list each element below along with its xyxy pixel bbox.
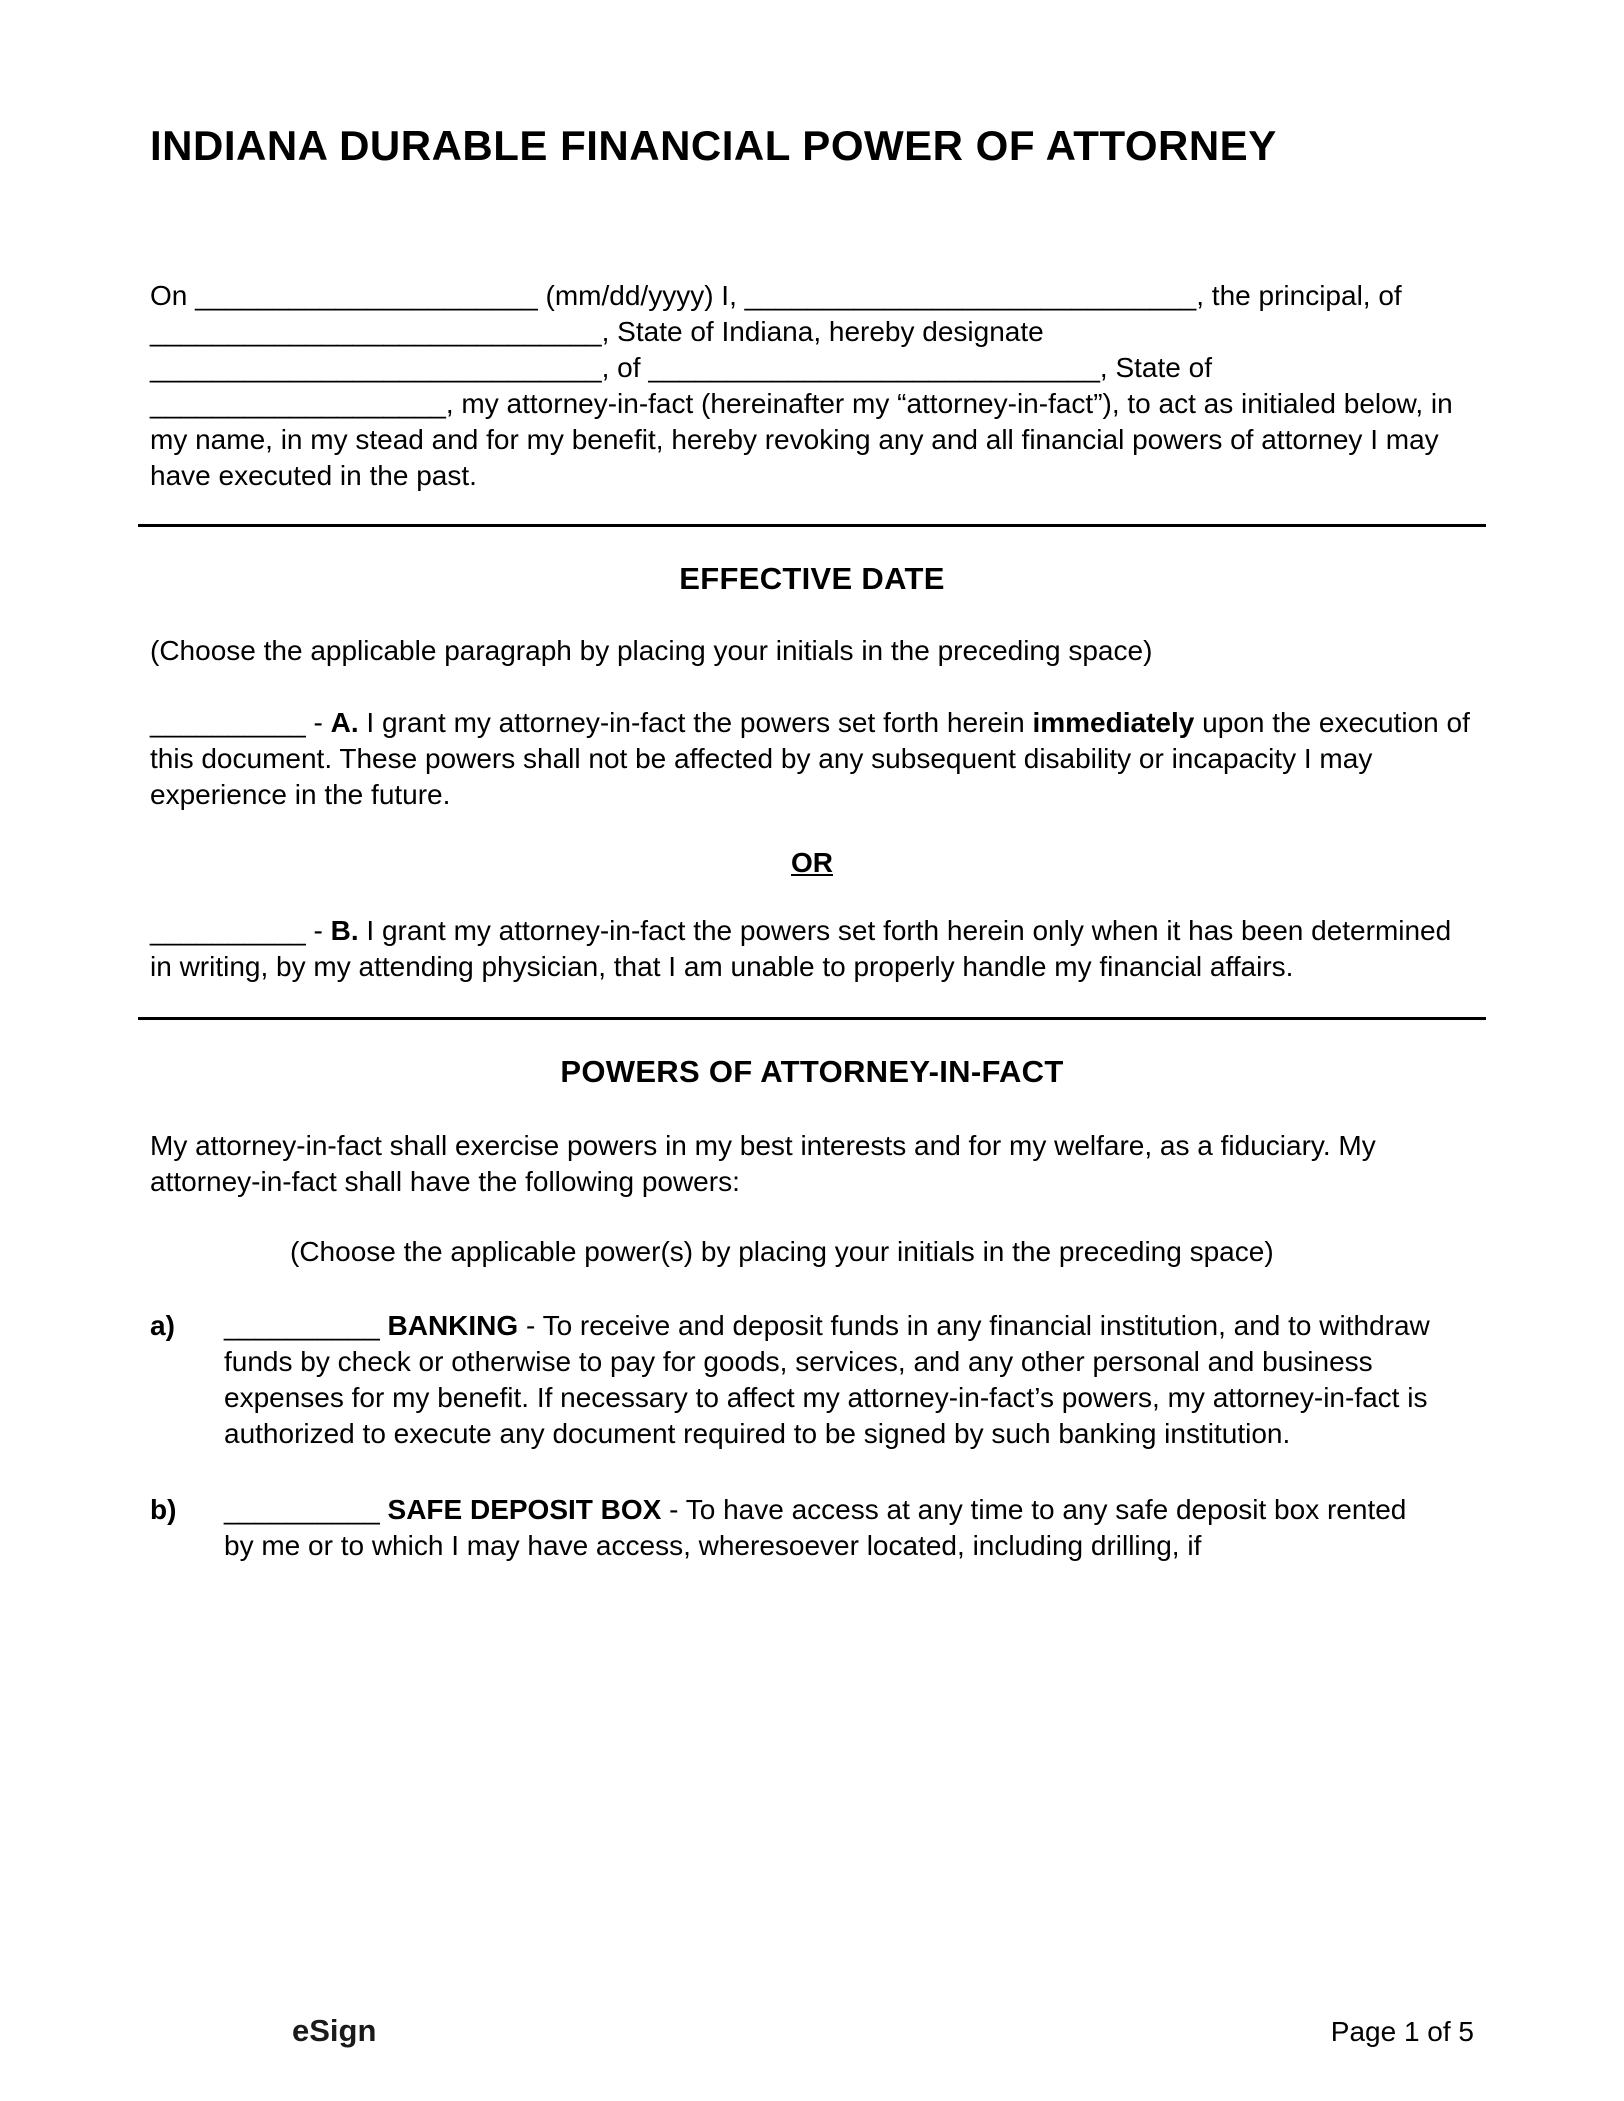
powers-heading: POWERS OF ATTORNEY-IN-FACT bbox=[560, 1054, 1064, 1089]
option-a-bold-word: immediately bbox=[1032, 707, 1195, 738]
principal-address-blank[interactable]: _____________________________ bbox=[150, 316, 602, 347]
option-b-label: B. bbox=[330, 915, 359, 946]
power-item-body bbox=[224, 1308, 1434, 1452]
option-a-label: A. bbox=[330, 707, 359, 738]
intro-text-segment: (mm/dd/yyyy) I, bbox=[537, 280, 745, 311]
powers-instruction: (Choose the applicable power(s) by placing your initials in the preceding space) bbox=[290, 1236, 1274, 1267]
agent-name-blank[interactable]: _____________________________ bbox=[150, 352, 602, 383]
option-a-separator: - bbox=[305, 707, 331, 738]
page-footer bbox=[150, 2013, 1474, 2049]
power-item-safe-deposit-box bbox=[150, 1492, 1474, 1564]
option-a-paragraph bbox=[150, 705, 1474, 813]
date-blank[interactable]: ______________________ bbox=[195, 280, 538, 311]
page-number: Page 1 of 5 bbox=[1330, 2016, 1474, 2047]
option-b-text: I grant my attorney-in-fact the powers set forth herein only when it has been determined in writing, by my attending physician, that I am unable to properly handle my financial affairs. bbox=[150, 915, 1452, 982]
intro-text-segment: , State of Indiana, hereby designate bbox=[601, 316, 1044, 347]
page-title: INDIANA DURABLE FINANCIAL POWER OF ATTORNEY bbox=[150, 122, 1277, 169]
power-name-safe-deposit-box: SAFE DEPOSIT BOX bbox=[387, 1494, 662, 1525]
option-b-separator: - bbox=[305, 915, 331, 946]
principal-name-blank[interactable]: _____________________________ bbox=[744, 280, 1197, 311]
or-label: OR bbox=[791, 847, 833, 878]
intro-text-segment: , of bbox=[601, 352, 649, 383]
esign-brand-logo: eSign bbox=[292, 2013, 377, 2048]
option-b-paragraph bbox=[150, 913, 1474, 985]
intro-text-segment: , my attorney-in-fact (hereinafter my “attorney-in-fact”), to act as initialed below, in my name, in my stead and for my benefit, hereby revoking any and all financial powers of attorney I may have executed in the past. bbox=[150, 388, 1453, 491]
option-a-text: I grant my attorney-in-fact the powers set forth herein bbox=[358, 707, 1033, 738]
option-a-text: upon the execution of this document. These powers shall not be affected by any subsequent disability or incapacity I may experience in the future. bbox=[150, 707, 1470, 810]
intro-text-segment: , State of bbox=[1099, 352, 1212, 383]
intro-text-segment: On bbox=[150, 280, 196, 311]
power-text-safe-deposit-box: - To have access at any time to any safe deposit box rented by me or to which I may have access, wheresoever located, including drilling, if bbox=[224, 1494, 1407, 1561]
power-item-body bbox=[224, 1492, 1434, 1564]
option-a-initials-blank[interactable]: __________ bbox=[150, 707, 306, 738]
banking-initials-blank[interactable]: __________ bbox=[224, 1310, 380, 1341]
intro-paragraph bbox=[150, 278, 1474, 494]
effective-date-heading: EFFECTIVE DATE bbox=[679, 561, 945, 596]
power-item-banking bbox=[150, 1308, 1474, 1452]
section-divider bbox=[138, 524, 1486, 527]
power-text-banking: - To receive and deposit funds in any financial institution, and to withdraw funds by check or otherwise to pay for goods, services, and any other personal and business expenses for my benefit. If necessary to affect my attorney-in-fact’s powers, my attorney-in-fact is authorized to execute any document required to be signed by such banking institution. bbox=[224, 1310, 1430, 1449]
power-item-label: a) bbox=[150, 1310, 175, 1341]
section-divider bbox=[138, 1017, 1486, 1020]
option-b-initials-blank[interactable]: __________ bbox=[150, 915, 306, 946]
agent-address-blank[interactable]: _____________________________ bbox=[648, 352, 1100, 383]
power-item-label: b) bbox=[150, 1494, 177, 1525]
powers-intro-paragraph: My attorney-in-fact shall exercise powers in my best interests and for my welfare, as a fiduciary. My attorney-in-fact shall have the following powers: bbox=[150, 1130, 1376, 1197]
effective-date-instruction: (Choose the applicable paragraph by placing your initials in the preceding space) bbox=[150, 635, 1153, 666]
safe-deposit-initials-blank[interactable]: __________ bbox=[224, 1494, 380, 1525]
intro-text-segment: , the principal, of bbox=[1196, 280, 1402, 311]
power-name-banking: BANKING bbox=[387, 1310, 519, 1341]
agent-state-blank[interactable]: ___________________ bbox=[150, 388, 446, 419]
